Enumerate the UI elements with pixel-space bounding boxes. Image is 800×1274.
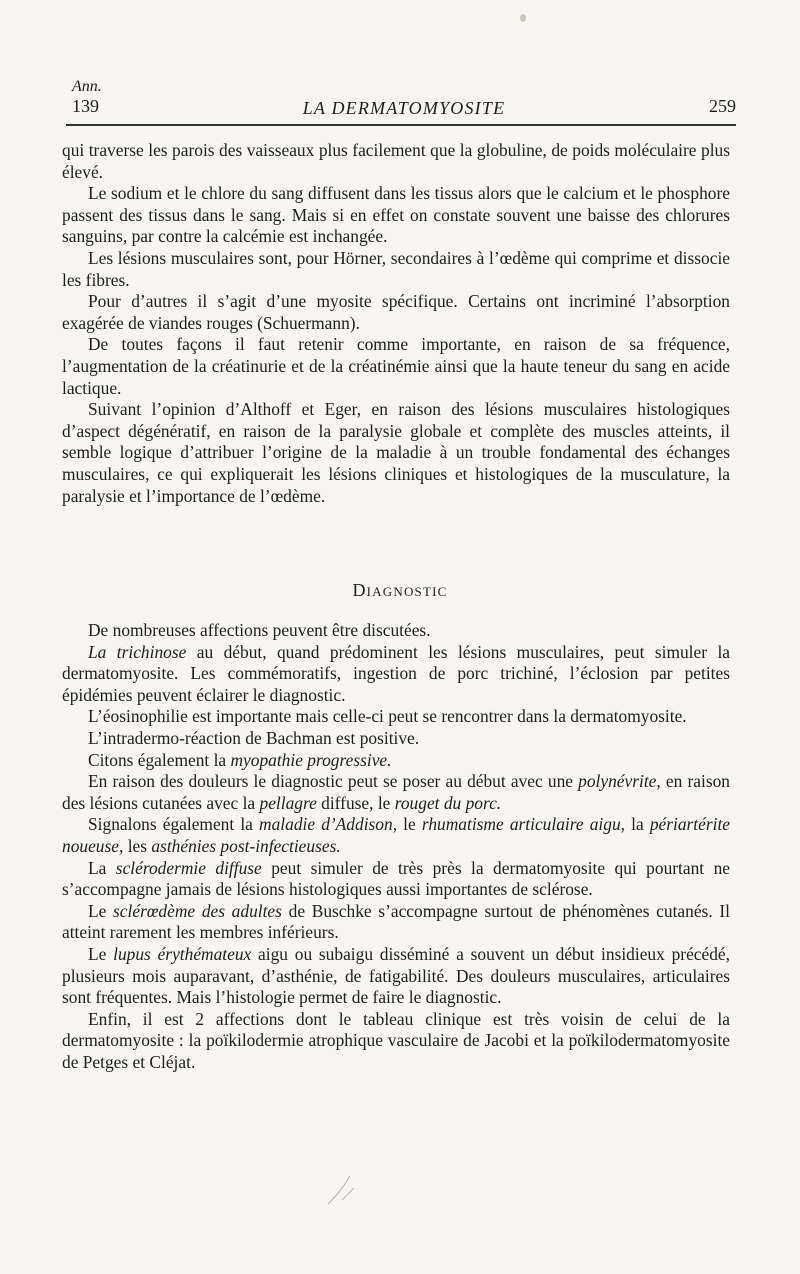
paragraph: La trichinose au début, quand prédominent les lésions musculaires, peut simuler la dermatomyosite. Les commémoratifs, ingestion de porc trichiné, l’éclosion par petites épidémies peuvent éclairer le diagnostic. [62,641,730,705]
section-heading: Diagnostic [352,580,448,600]
paragraph: Enfin, il est 2 affections dont le tableau clinique est très voisin de celui de la dermatomyosite : la poïkilodermie atrophique vasculaire de Jacobi et la poïkilodermatomyosite de Petges et Cléjat. [62,1008,730,1072]
volume-number: 139 [72,96,99,116]
body-text-top [62,140,730,507]
italic-term: asthénies post-infectieuses. [151,835,341,856]
paragraph: Le sodium et le chlore du sang diffusent dans les tissus alors que le calcium et le phosphore passent des tissus dans le sang. Mais si en effet on constate souvent une baisse des chlorures sanguins, par contre la calcémie est inchangée. [62,183,730,247]
italic-term: sclérodermie diffuse [115,857,262,878]
paragraph: Pour d’autres il s’agit d’une myosite spécifique. Certains ont incriminé l’absorption exagérée de viandes rouges (Schuermann). [62,291,730,333]
italic-term: périartérite noueuse, [62,814,731,856]
paragraph: Les lésions musculaires sont, pour Hörner, secondaires à l’œdème qui comprime et dissocie les fibres. [62,247,730,290]
header-rule [66,124,736,126]
italic-term: polynévrite, [578,771,661,792]
italic-term: lupus érythémateux [113,943,252,964]
italic-term: maladie d’Addison, [259,814,398,835]
italic-term: La trichinose [88,641,187,662]
paragraph: Le sclérœdème des adultes de Buschke s’accompagne surtout de phénomènes cutanés. Il atteint rarement les membres inférieurs. [62,900,730,943]
page-number: 259 [709,96,736,116]
journal-abbrev: Ann. [72,78,102,95]
paragraph: Signalons également la maladie d’Addison, le rhumatisme articulaire aigu, la périartérite noueuse, les asthénies post-infectieuses. [62,814,731,856]
pencil-mark-icon [320,1170,370,1210]
paragraph: Suivant l’opinion d’Althoff et Eger, en raison des lésions musculaires histologiques d’aspect dégénératif, en raison de la paralysie globale et complète des muscles atteints, il semble logique d’attribuer l’origine de la maladie à un trouble fondamental des échanges musculaires, ce qui expliquerait les lésions cliniques et histologiques de la musculature, la paralysie et l’importance de l’œdème. [62,399,730,506]
italic-term: rouget du porc. [394,792,502,813]
paragraph: De nombreuses affections peuvent être discutées. [88,620,431,640]
paragraph: L’éosinophilie est importante mais celle-ci peut se rencontrer dans la dermatomyosite. [88,706,687,727]
paragraph: De toutes façons il faut retenir comme importante, en raison de sa fréquence, l’augmentation de la créatinurie et de la créatinémie ainsi que la haute teneur du sang en acide lactique. [62,334,730,398]
italic-term: sclérœdème des adultes [113,900,282,921]
body-text-diagnostic [62,620,730,1073]
ink-speck [520,14,526,22]
page-header [72,78,736,120]
italic-term: rhumatisme articulaire aigu, [421,814,625,835]
paragraph: Le lupus érythémateux aigu ou subaigu disséminé a souvent un début insidieux précédé, plusieurs mois auparavant, d’asthénie, de fatigabilité. Des douleurs musculaires, articulaires sont fréquentes. Mais l’histologie permet de faire le diagnostic. [62,943,730,1008]
paragraph: La sclérodermie diffuse peut simuler de très près la dermatomyosite qui pourtant ne s’accompagne jamais de lésions histologiques aussi importantes de sclérose. [62,857,730,900]
paragraph: En raison des douleurs le diagnostic peut se poser au début avec une polynévrite, en raison des lésions cutanées avec la pellagre diffuse, le rouget du porc. [62,771,730,813]
italic-term: myopathie progressive. [230,749,392,770]
paragraph: L’intradermo-réaction de Bachman est positive. [88,727,420,748]
paragraph: Citons également la myopathie progressive. [88,749,392,770]
italic-term: pellagre [259,792,317,813]
running-title: LA DERMATOMYOSITE [302,98,506,118]
paragraph: qui traverse les parois des vaisseaux plus facilement que la globuline, de poids moléculaire plus élevé. [62,140,730,182]
